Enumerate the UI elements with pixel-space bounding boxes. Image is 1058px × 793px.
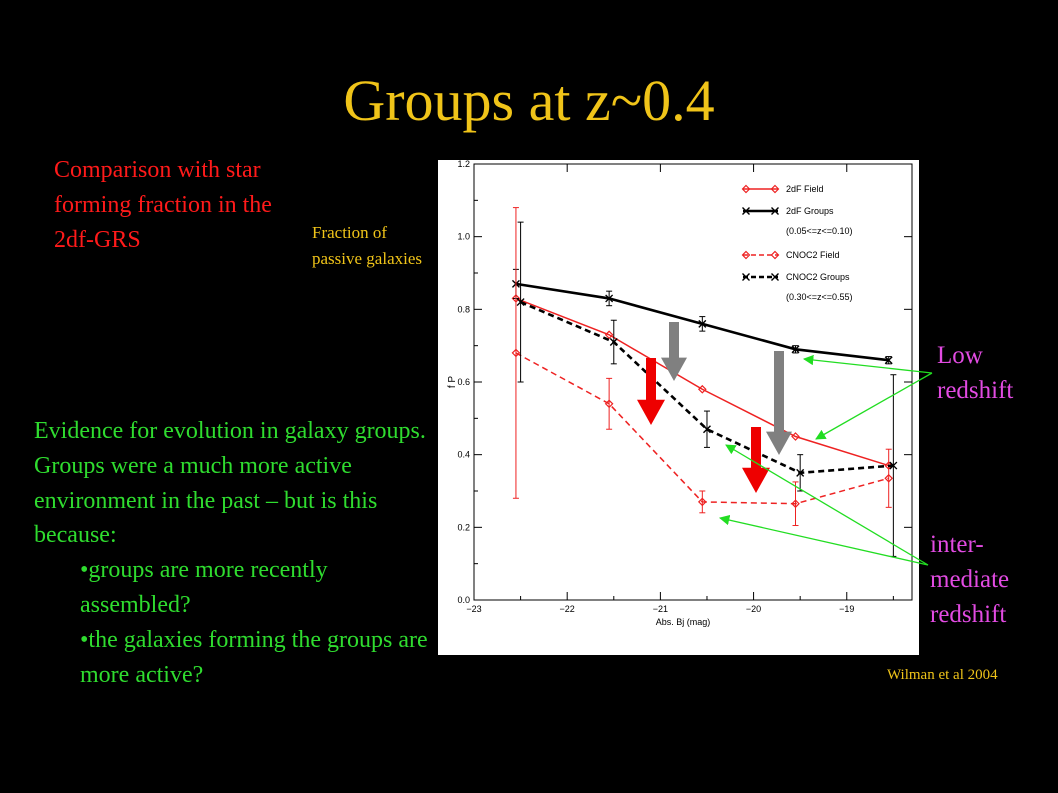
citation: Wilman et al 2004 xyxy=(887,667,998,683)
legend-label: 2dF Field xyxy=(786,184,824,194)
chart-panel xyxy=(438,160,919,655)
low-redshift-label: Low redshift xyxy=(937,342,1014,404)
y-tick-label: 1.0 xyxy=(457,231,470,242)
evidence-text: Evidence for evolution in galaxy groups. Groups were a much more active environment in the past – but is this because: xyxy=(34,418,426,549)
x-tick-label: −21 xyxy=(652,604,669,614)
y-axis-label: f P xyxy=(447,375,458,389)
comparison-text: Comparison with star forming fraction in the 2df-GRS xyxy=(54,157,272,253)
evidence-block xyxy=(34,414,434,692)
y-tick-label: 0.6 xyxy=(457,377,470,387)
intermediate-redshift-label: inter- mediate redshift xyxy=(930,531,1010,628)
legend-sublabel: (0.05<=z<=0.10) xyxy=(786,226,853,236)
legend xyxy=(743,184,853,302)
legend-label: CNOC2 Groups xyxy=(786,272,850,282)
y-tick-label: 0.8 xyxy=(457,304,470,315)
x-tick-label: −22 xyxy=(559,604,575,614)
y-tick-label: 0.2 xyxy=(457,522,470,533)
x-axis-label: Abs. Bj (mag) xyxy=(655,617,711,627)
bullet-item: •groups are more recently assembled? xyxy=(80,557,328,618)
slide-title: Groups at z~0.4 xyxy=(343,68,715,133)
legend-sublabel: (0.30<=z<=0.55) xyxy=(786,292,853,302)
chart xyxy=(438,160,919,655)
x-tick-label: −23 xyxy=(466,604,482,614)
y-tick-label: 0.4 xyxy=(457,449,470,460)
bullet-item: •the galaxies forming the groups are more active? xyxy=(80,626,428,688)
y-tick-label: 1.2 xyxy=(457,160,470,169)
y-tick-label: 0.0 xyxy=(457,595,470,605)
x-tick-label: −20 xyxy=(745,604,762,614)
x-tick-label: −19 xyxy=(839,604,855,614)
series-line xyxy=(516,353,889,504)
legend-label: 2dF Groups xyxy=(786,206,834,216)
ylabel-note: Fraction of passive galaxies xyxy=(312,223,422,268)
legend-label: CNOC2 Field xyxy=(786,250,840,260)
series-1 xyxy=(512,269,892,363)
